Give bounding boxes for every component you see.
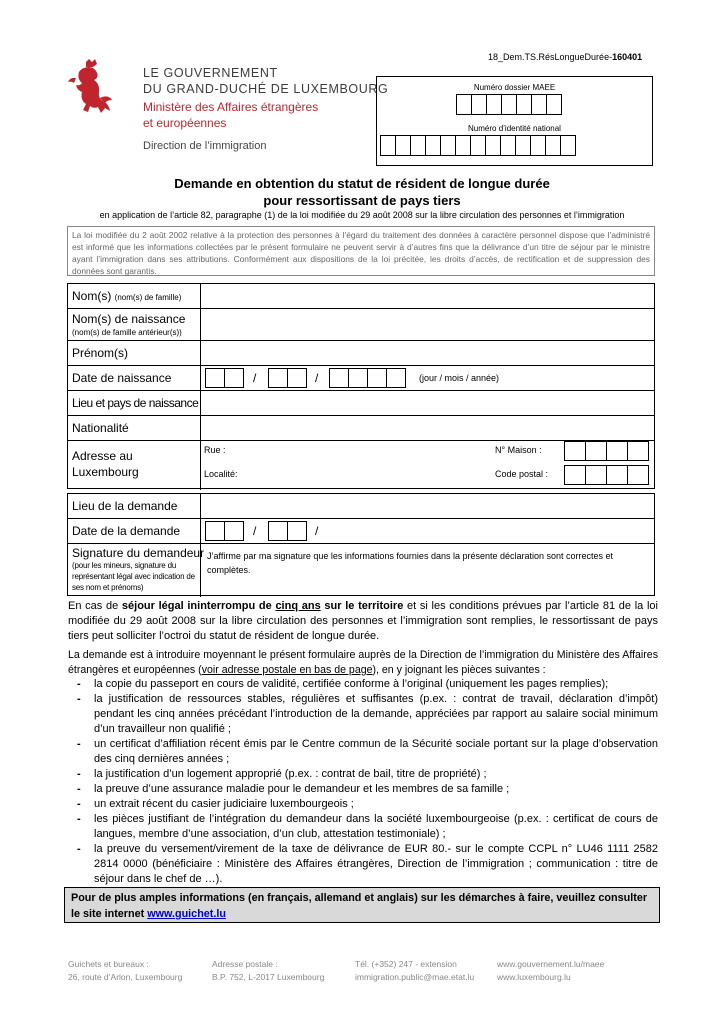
lieu-demande-label: Lieu de la demande	[72, 499, 178, 513]
nom-label: Nom(s)	[72, 289, 112, 303]
direction-name: Direction de l’immigration	[143, 140, 267, 152]
date-naissance-label: Date de naissance	[72, 371, 172, 385]
footer-contact: Tél. (+352) 247 - extension immigration.public@mae.etat.lu	[355, 959, 475, 982]
maison-label: N° Maison :	[495, 445, 542, 455]
footer-email-link[interactable]: immigration.public@mae.etat.lu	[355, 972, 475, 982]
list-item: - les pièces justifiant de l’intégration du demandeur dans la société luxembourgeoise (p.ex. : certificat de cours de langues, membre d’une association, d’un club, attestation testimoniale) ;	[68, 812, 658, 842]
signature-input[interactable]	[201, 544, 654, 598]
list-item: - un extrait récent du casier judiciaire luxembourgeois ;	[68, 797, 658, 812]
more-info-box: Pour de plus amples informations (en français, allemand et anglais) sur les démarches à faire, veuillez consulter le site internet www.guichet.lu	[64, 887, 660, 923]
localite-label: Localité:	[204, 469, 238, 479]
list-item: - la justification de ressources stables, régulières et suffisantes (p.ex. : contrat de travail, déclaration d’impôt) pendant les cinq années précédant l’introduction de la demande, appréciées par rapport au salaire social minimum d’un travailleur non qualifié ;	[68, 692, 658, 737]
eligibility-paragraph: En cas de séjour légal ininterrompu de cinq ans sur le territoire et si les conditions prévues par l’article 81 de la loi modifiée du 29 août 2008 sur la libre circulation des personnes et l’immigration sont remplies, le ressortissant de pays tiers peut solliciter l’octroi du statut de résident de longue durée.	[68, 600, 658, 642]
form-title: Demande en obtention du statut de résident de longue durée	[174, 176, 550, 191]
footer-websites	[497, 958, 604, 984]
footer-offices: Guichets et bureaux : 26, route d’Arlon, Luxembourg	[68, 959, 183, 982]
adresse-label-line2: Luxembourg	[72, 465, 139, 479]
birth-month-field[interactable]	[268, 368, 306, 388]
nom-input[interactable]	[201, 284, 654, 308]
lieu-pays-label: Lieu et pays de naissance	[72, 396, 199, 410]
code-postal-label: Code postal :	[495, 469, 549, 479]
row-prenom	[68, 340, 654, 365]
date-demande-label: Date de la demande	[72, 524, 181, 538]
prenom-label: Prénom(s)	[72, 346, 129, 360]
request-form-table	[67, 493, 655, 596]
list-item: - la copie du passeport en cours de validité, certifiée conforme à l’original (uniquement les pages remplies);	[68, 677, 658, 692]
lieu-pays-input[interactable]	[201, 391, 654, 416]
nom-naissance-hint: (nom(s) de famille antérieur(s))	[72, 328, 182, 337]
adresse-label: Adresse au	[72, 449, 133, 463]
list-item: - la preuve du versement/virement de la taxe de délivrance de EUR 80.- sur le compte CCPL n° LU46 1111 2582 2814 0000 (bénéficiaire : Ministère des Affaires étrangères, Direction de l’immigration ; communication : titre de séjour dans le chef de …).	[68, 842, 658, 887]
nom-hint: (nom(s) de famille)	[114, 293, 182, 302]
nationalite-label: Nationalité	[72, 421, 129, 435]
signature-hint: (pour les mineurs, signature du représentant légal avec indication de ses nom et prénoms)	[72, 561, 195, 592]
birth-day-field[interactable]	[205, 368, 243, 388]
house-number-field[interactable]	[564, 441, 648, 461]
footer-website-link[interactable]: www.gouvernement.lu/maee	[497, 959, 605, 969]
list-item: - un certificat d’affiliation récent émis par le Centre commun de la Sécurité sociale portant sur la plage d’observation des cinq dernières années ;	[68, 737, 658, 767]
prenom-input[interactable]	[201, 341, 654, 366]
national-id-label: Numéro d’identité national	[468, 124, 561, 133]
row-date-demande	[68, 518, 654, 543]
form-title-line2: pour ressortissant de pays tiers	[263, 193, 461, 208]
date-separator: /	[253, 524, 257, 538]
required-documents-list	[68, 677, 658, 887]
footer-postal-address: Adresse postale : B.P. 752, L-2017 Luxembourg	[212, 959, 325, 982]
date-separator: /	[315, 524, 319, 538]
date-format-hint: (jour / mois / année)	[419, 373, 500, 383]
submission-paragraph: La demande est à introduire moyennant le présent formulaire auprès de la Direction de l’immigration du Ministère des Affaires étrangères et européennes (voir adresse postale en bas de page), en y joignant les pièces suivantes :	[68, 649, 658, 676]
birth-year-field[interactable]	[329, 368, 405, 388]
date-separator: /	[315, 371, 319, 385]
lieu-demande-input[interactable]	[201, 494, 654, 518]
government-subtitle: DU GRAND-DUCHÉ DE LUXEMBOURG	[143, 82, 389, 96]
dossier-number-label: Numéro dossier MAEE	[473, 83, 556, 92]
signature-label: Signature du demandeur	[72, 546, 205, 560]
list-item: - la preuve d’une assurance maladie pour le demandeur et les membres de sa famille ;	[68, 782, 658, 797]
luxembourg-lion-logo	[66, 58, 116, 120]
row-lieu-pays	[68, 390, 654, 415]
footer-website-link[interactable]: www.luxembourg.lu	[497, 972, 571, 982]
row-date-naissance	[68, 365, 654, 390]
request-day-field[interactable]	[205, 521, 243, 541]
request-month-field[interactable]	[268, 521, 306, 541]
ministry-name: Ministère des Affaires étrangères	[143, 100, 319, 114]
nom-naissance-label: Nom(s) de naissance	[72, 312, 186, 326]
government-title: LE GOUVERNEMENT	[143, 66, 278, 80]
guichet-link[interactable]: www.guichet.lu	[147, 908, 226, 920]
dossier-number-field[interactable]	[456, 94, 561, 115]
row-signature	[68, 543, 654, 597]
ministry-name-line2: et européennes	[143, 116, 227, 130]
row-adresse	[68, 440, 654, 490]
row-nom	[68, 284, 654, 308]
nom-naissance-input[interactable]	[201, 309, 654, 341]
privacy-notice: La loi modifiée du 2 août 2002 relative à la protection des personnes à l’égard du traitement des données à caractère personnel dispose que l’administré est informé que les informations collectées par le présent formulaire ne peuvent servir à d’autres fins que la délivrance d’un titre de séjour par le ministre ayant l’immigration dans ses attributions. Conformément aux dispositions de la loi précitée, les droits d’accès, de rectification et de suppression des données sont garantis.	[67, 226, 655, 276]
administration-id-box	[376, 76, 653, 166]
row-nationalite	[68, 415, 654, 440]
document-reference: 18_Dem.TS.RésLongueDurée-160401	[488, 52, 643, 62]
nationalite-input[interactable]	[201, 416, 654, 441]
list-item: - la justification d’un logement approprié (p.ex. : contrat de bail, titre de propriété) ;	[68, 767, 658, 782]
rue-label: Rue :	[204, 445, 226, 455]
postal-code-field[interactable]	[564, 465, 648, 485]
row-nom-naissance	[68, 308, 654, 340]
legal-basis-subtitle: en application de l’article 82, paragraphe (1) de la loi modifiée du 29 août 2008 sur la libre circulation des personnes et l’immigration	[99, 210, 625, 220]
national-id-field[interactable]	[380, 135, 575, 156]
applicant-form-table	[67, 283, 655, 489]
affirmation-text: J’affirme par ma signature que les informations fournies dans la présente déclaration sont correctes et complètes.	[207, 551, 614, 575]
date-separator: /	[253, 371, 257, 385]
row-lieu-demande	[68, 494, 654, 518]
